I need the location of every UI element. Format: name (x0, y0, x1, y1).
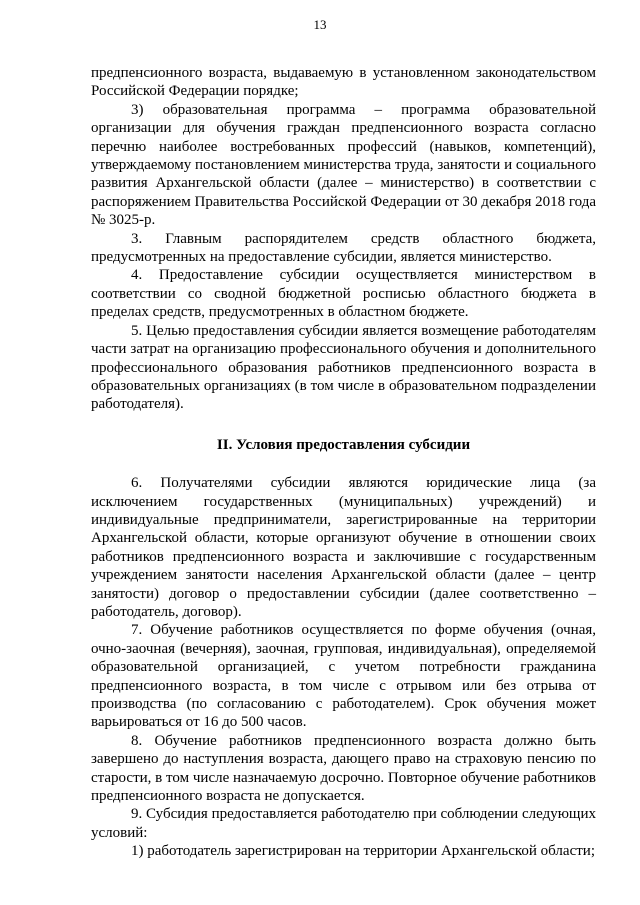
page-number: 13 (313, 17, 327, 32)
paragraph: 9. Субсидия предоставляется работодателю при соблюдении следующих условий: (91, 806, 596, 841)
paragraph: 3) образовательная программа – программа образовательной организации для обучения граждан предпенсионного возраста согласно перечню наиболее востребованных профессий (навыков, компетенций), утверждаемому постановлением министерства труда, занятости и социального развития Архангельской области (далее – министерство) в соответствии с распоряжением Правительства Российской Федерации от 30 декабря 2018 года № 3025-р. (91, 101, 596, 229)
document-body (91, 64, 596, 861)
paragraph: 6. Получателями субсидии являются юридические лица (за исключением государственных (муниципальных) учреждений) и индивидуальные предприниматели, зарегистрированные на территории Архангельской области, которые организуют обучение в отношении своих работников предпенсионного возраста и заключившие с государственным учреждением занятости населения Архангельской области (далее – центр занятости) договор о предоставлении субсидии (далее соответственно – работодатель, договор). (91, 475, 596, 620)
paragraphs-after-heading (91, 474, 596, 861)
paragraph: 5. Целью предоставления субсидии является возмещение работодателям части затрат на организацию профессионального обучения и дополнительного профессионального образования работников предпенсионного возраста в образовательных организациях (в том числе в образовательном подразделении работодателя). (91, 322, 596, 413)
paragraph: 1) работодатель зарегистрирован на территории Архангельской области; (131, 843, 595, 860)
paragraph: 3. Главным распорядителем средств областного бюджета, предусмотренных на предоставление субсидии, является министерство. (91, 230, 596, 266)
paragraph: 4. Предоставление субсидии осуществляется министерством в соответствии со сводной бюджетной росписью областного бюджета в пределах средств, предусмотренных в областном бюджете. (91, 267, 596, 321)
paragraph: 7. Обучение работников осуществляется по форме обучения (очная, очно-заочная (вечерняя), заочная, групповая, индивидуальная), определяемой образовательной организацией, с учетом потребности гражданина предпенсионного возраста, в том числе с отрывом или без отрыва от производства (по согласованию с работодателем). Срок обучения может варьироваться от 16 до 500 часов. (91, 622, 596, 731)
paragraph: 8. Обучение работников предпенсионного возраста должно быть завершено до наступления возраста, дающего право на страховую пенсию по старости, в том числе назначаемую досрочно. Повторное обучение работников предпенсионного возраста не допускается. (91, 732, 596, 805)
paragraphs-before-heading (91, 64, 596, 414)
paragraph: предпенсионного возраста, выдаваемую в установленном законодательством Российской Федерации порядке; (91, 65, 596, 100)
section-heading: II. Условия предоставления субсидии (216, 436, 471, 453)
